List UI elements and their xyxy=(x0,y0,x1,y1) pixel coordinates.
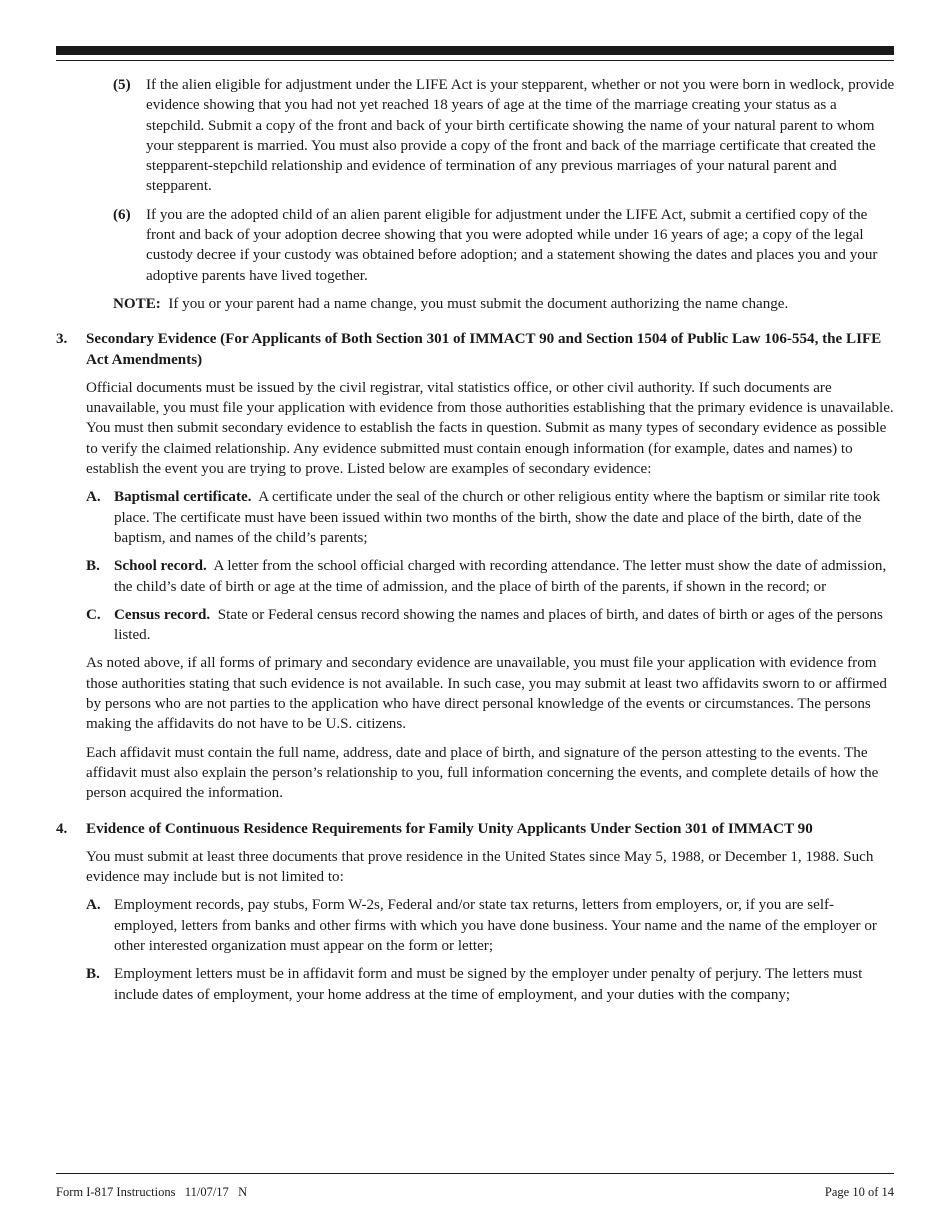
secondary-evidence-b xyxy=(56,556,896,597)
section-number: 4. xyxy=(56,820,68,837)
item-text: A certificate under the seal of the church or other religious entity where the baptism or similar rite took place. The certificate must have been issued within two months of the birth, show the date and place of the birth, date of the baptism, and names of the child’s parents; xyxy=(114,489,881,546)
section-3-paragraph-3: Each affidavit must contain the full name, address, date and place of birth, and signature of the person attesting to the events. The affidavit must also explain the person’s relationship to you, full information concerning the events, and complete details of how the person acquired the information. xyxy=(86,744,879,802)
item-text: Employment letters must be in affidavit form and must be signed by the employer under penalty of perjury. The letters must include dates of employment, your home address at the time of employment, and your duties with the company; xyxy=(114,966,863,1003)
item-title: School record. xyxy=(114,558,207,575)
item-text: State or Federal census record showing the names and places of birth, and dates of birth or ages of the persons listed. xyxy=(114,606,883,644)
secondary-evidence-c xyxy=(56,605,896,646)
list-item-5 xyxy=(56,75,896,197)
note-text: If you or your parent had a name change, you must submit the document authorizing the name change. xyxy=(168,295,789,312)
page-content xyxy=(56,75,896,1005)
item-label: C. xyxy=(86,606,101,623)
section-3-heading xyxy=(56,329,896,370)
residence-evidence-a xyxy=(56,895,896,956)
item-title: Census record. xyxy=(114,606,211,623)
section-4-intro: You must submit at least three documents that prove residence in the United States since May 5, 1988, or December 1, 1988. Such evidence may include but is not limited to: xyxy=(86,848,874,886)
page-number: Page 10 of 14 xyxy=(824,1185,894,1199)
note xyxy=(56,294,896,314)
residence-evidence-b xyxy=(56,964,896,1005)
item-text: If the alien eligible for adjustment under the LIFE Act is your stepparent, whether or not you were born in wedlock, provide evidence showing that you had not yet reached 18 years of age at the time of the marriage creating your status as a stepchild. Submit a copy of the front and back of your birth certificate showing the name of your natural parent to whom your stepparent is married. You must also provide a copy of the front and back of the marriage certificate that created the stepparent-stepchild relationship and evidence of termination of any previous marriages of your natural parent and stepparent. xyxy=(146,77,895,195)
section-title: Secondary Evidence (For Applicants of Both Section 301 of IMMACT 90 and Section 1504 of Public Law 106-554, the LIFE Act Amendments) xyxy=(86,331,882,368)
item-label: A. xyxy=(86,489,101,506)
header-thick-rule xyxy=(56,46,894,55)
item-label: A. xyxy=(86,897,101,914)
item-label: (6) xyxy=(113,206,131,223)
item-text: A letter from the school official charged with recording attendance. The letter must show the date of admission, the child’s date of birth or age at the time of admission, and the place of birth of the parents, if shown in the record; or xyxy=(114,558,887,595)
list-item-6 xyxy=(56,205,896,286)
item-title: Baptismal certificate. xyxy=(114,489,252,506)
secondary-evidence-a xyxy=(56,487,896,548)
item-text: If you are the adopted child of an alien parent eligible for adjustment under the LIFE Act, submit a certified copy of the front and back of your adoption decree showing that you were adopted while under 16 years of age; a copy of the legal custody decree if your custody was obtained before adoption; and a statement showing the dates and places you and your adoptive parents have lived together. xyxy=(146,206,878,284)
section-title: Evidence of Continuous Residence Requirements for Family Unity Applicants Under Section 301 of IMMACT 90 xyxy=(86,820,813,837)
item-label: B. xyxy=(86,558,100,575)
item-label: (5) xyxy=(113,77,131,93)
note-label: NOTE: xyxy=(113,295,161,312)
header-thin-rule xyxy=(56,60,894,61)
section-number: 3. xyxy=(56,331,68,348)
section-3-paragraph-2: As noted above, if all forms of primary and secondary evidence are unavailable, you must file your application with evidence from those authorities stating that such evidence is not available. In such case, you may submit at least two affidavits sworn to or affirmed by persons who are not parties to the application who have direct personal knowledge of the events or circumstances. The persons making the affidavits do not have to be U.S. citizens. xyxy=(86,655,887,733)
item-label: B. xyxy=(86,966,100,983)
section-3-intro: Official documents must be issued by the civil registrar, vital statistics office, or other civil authority. If such documents are unavailable, you must file your application with evidence from those authorities establishing that the primary evidence is unavailable. You must then submit secondary evidence to establish the facts in question. Submit as many types of secondary evidence as possible to verify the claimed relationship. Any evidence submitted must contain enough information (for example, dates and names) to establish the event you are trying to prove. Listed below are examples of secondary evidence: xyxy=(86,379,894,478)
form-identifier: Form I-817 Instructions 11/07/17 N xyxy=(56,1185,248,1199)
footer-rule xyxy=(56,1173,894,1174)
item-text: Employment records, pay stubs, Form W-2s, Federal and/or state tax returns, letters from employers, or, if you are self-employed, letters from banks and other firms with which you have done business. Your name and the name of the employer or other interested organization must appear on the form or letter; xyxy=(114,897,877,954)
section-4-heading xyxy=(56,819,896,839)
